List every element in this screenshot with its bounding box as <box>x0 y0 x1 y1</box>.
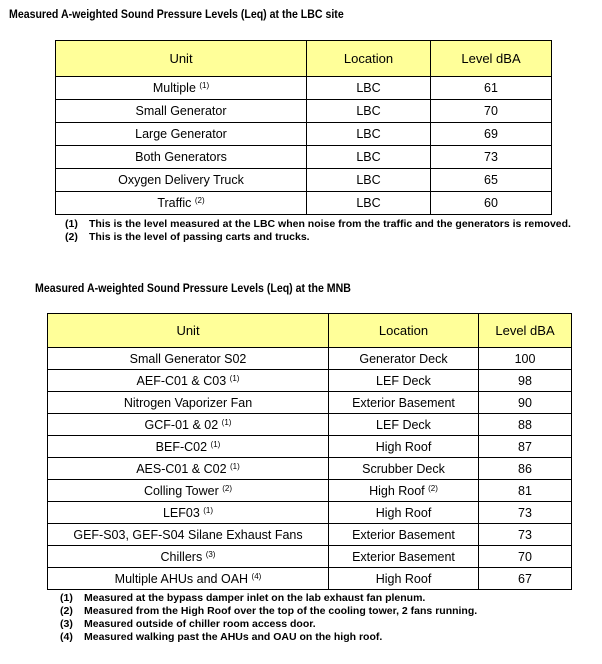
location-cell-text: Exterior Basement <box>352 549 455 564</box>
unit-cell-text: Chillers <box>160 549 203 564</box>
location-cell-text: LEF Deck <box>376 373 431 388</box>
unit-cell <box>48 370 329 392</box>
level-cell-text: 81 <box>518 483 532 498</box>
header-location: Location <box>307 41 431 77</box>
level-cell-text: 67 <box>518 571 532 586</box>
unit-cell-text: BEF-C02 <box>155 439 208 454</box>
footnote-item <box>60 618 477 631</box>
footnote-number: (1) <box>60 592 73 604</box>
unit-cell <box>48 392 329 414</box>
location-cell <box>329 436 479 458</box>
footnote-text: Measured outside of chiller room access door. <box>84 618 316 630</box>
level-cell-text: 70 <box>484 104 498 118</box>
header-unit: Unit <box>56 41 307 77</box>
unit-cell-text: Nitrogen Vaporizer Fan <box>123 395 253 410</box>
location-cell <box>329 568 479 590</box>
table1-title: Measured A-weighted Sound Pressure Levels (Leq) at the LBC site <box>9 9 344 21</box>
unit-cell-text: Traffic <box>157 196 192 210</box>
level-cell-text: 90 <box>518 395 532 410</box>
location-cell-text: LBC <box>356 127 381 141</box>
unit-cell <box>48 414 329 436</box>
level-cell <box>479 524 572 546</box>
level-cell <box>431 100 552 123</box>
table-row <box>48 568 572 590</box>
footnote-text: Measured at the bypass damper inlet on the lab exhaust fan plenum. <box>84 592 426 604</box>
unit-cell-text: GCF-01 & 02 <box>144 417 219 432</box>
location-cell-text: High Roof <box>375 439 432 454</box>
table-header-row <box>56 41 552 77</box>
level-cell-text: 73 <box>518 505 532 520</box>
location-cell <box>307 123 431 146</box>
level-cell <box>479 502 572 524</box>
level-cell-text: 60 <box>484 196 498 210</box>
location-cell-text: LBC <box>356 150 381 164</box>
footnote-item <box>60 592 477 605</box>
table2-footnotes <box>60 592 477 644</box>
location-cell <box>329 546 479 568</box>
table-header-row <box>48 314 572 348</box>
unit-cell <box>48 546 329 568</box>
lbc-sound-levels-table <box>55 40 552 215</box>
table-row <box>56 123 552 146</box>
level-cell <box>431 77 552 100</box>
unit-cell <box>56 100 307 123</box>
unit-cell-text: Oxygen Delivery Truck <box>118 173 244 187</box>
table-row <box>48 392 572 414</box>
table1-footnotes <box>65 218 571 244</box>
unit-cell-text: GEF-S03, GEF-S04 Silane Exhaust Fans <box>73 527 303 542</box>
location-cell <box>329 370 479 392</box>
unit-cell <box>48 568 329 590</box>
location-cell-text: LBC <box>356 104 381 118</box>
location-cell-text: LBC <box>356 81 381 95</box>
footnote-number: (3) <box>60 618 73 630</box>
location-cell-text: Exterior Basement <box>352 395 455 410</box>
unit-cell-text: Small Generator <box>135 104 227 118</box>
level-cell-text: 65 <box>484 173 498 187</box>
level-cell <box>479 458 572 480</box>
footnote-ref: (2) <box>222 483 233 493</box>
location-cell <box>329 524 479 546</box>
header-location: Location <box>329 314 479 348</box>
unit-cell <box>56 169 307 192</box>
unit-cell-text: AEF-C01 & C03 <box>136 373 227 388</box>
location-cell <box>307 100 431 123</box>
level-cell <box>479 546 572 568</box>
location-cell <box>307 169 431 192</box>
level-cell-text: 100 <box>514 351 536 366</box>
location-cell-text: Generator Deck <box>359 351 448 366</box>
location-cell-text: High Roof <box>375 505 432 520</box>
level-cell <box>479 392 572 414</box>
location-cell-text: Scrubber Deck <box>362 461 445 476</box>
level-cell <box>431 169 552 192</box>
footnote-number: (4) <box>60 631 73 643</box>
unit-cell-text: Both Generators <box>135 150 227 164</box>
location-cell <box>329 502 479 524</box>
level-cell-text: 87 <box>518 439 532 454</box>
unit-cell <box>56 77 307 100</box>
unit-cell <box>48 436 329 458</box>
footnote-text: This is the level of passing carts and trucks. <box>89 231 310 243</box>
footnote-ref: (2) <box>428 483 438 493</box>
unit-cell-text: Small Generator S02 <box>129 351 247 366</box>
table-row <box>48 502 572 524</box>
footnote-ref: (1) <box>221 417 232 427</box>
table-row <box>48 546 572 568</box>
unit-cell <box>48 348 329 370</box>
footnote-ref: (1) <box>203 505 214 515</box>
footnote-ref: (2) <box>194 196 205 205</box>
level-cell-text: 88 <box>518 417 532 432</box>
footnote-item <box>65 231 571 244</box>
level-cell <box>431 123 552 146</box>
table-row <box>56 100 552 123</box>
location-cell <box>329 458 479 480</box>
location-cell-text: LBC <box>356 173 381 187</box>
location-cell-text: High Roof <box>375 571 432 586</box>
footnote-ref: (1) <box>199 81 210 90</box>
location-cell <box>307 77 431 100</box>
level-cell <box>479 436 572 458</box>
level-cell-text: 61 <box>484 81 498 95</box>
unit-cell-text: AES-C01 & C02 <box>136 461 227 476</box>
footnote-item <box>60 631 477 644</box>
footnote-ref: (1) <box>230 461 240 471</box>
header-level-dba: Level dBA <box>431 41 552 77</box>
table-row <box>48 348 572 370</box>
level-cell-text: 70 <box>518 549 532 564</box>
level-cell-text: 86 <box>518 461 532 476</box>
location-cell-text: High Roof <box>369 483 425 498</box>
table2-title: Measured A-weighted Sound Pressure Levels (Leq) at the MNB <box>35 283 351 295</box>
unit-cell-text: Multiple <box>152 81 196 95</box>
unit-cell-text: Colling Tower <box>143 483 219 498</box>
unit-cell-text: Large Generator <box>135 127 227 141</box>
unit-cell-text: LEF03 <box>162 505 200 520</box>
table-row <box>48 458 572 480</box>
location-cell <box>329 480 479 502</box>
footnote-text: Measured walking past the AHUs and OAU on the high roof. <box>84 631 383 643</box>
table-row <box>48 480 572 502</box>
location-cell <box>329 348 479 370</box>
unit-cell <box>48 502 329 524</box>
footnote-ref: (3) <box>205 549 216 559</box>
unit-cell <box>56 192 307 215</box>
table-row <box>48 524 572 546</box>
unit-cell <box>48 524 329 546</box>
location-cell <box>307 192 431 215</box>
unit-cell <box>48 480 329 502</box>
level-cell-text: 98 <box>518 373 532 388</box>
table-row <box>56 192 552 215</box>
header-level-dba: Level dBA <box>479 314 572 348</box>
footnote-text: Measured from the High Roof over the top of the cooling tower, 2 fans running. <box>84 605 478 617</box>
level-cell <box>431 146 552 169</box>
unit-cell-text: Multiple AHUs and OAH <box>114 571 249 586</box>
footnote-number: (2) <box>60 605 73 617</box>
footnote-ref: (4) <box>251 571 262 581</box>
level-cell-text: 73 <box>518 527 532 542</box>
level-cell-text: 73 <box>484 150 498 164</box>
level-cell <box>431 192 552 215</box>
footnote-ref: (1) <box>210 439 221 449</box>
level-cell <box>479 414 572 436</box>
level-cell-text: 69 <box>484 127 498 141</box>
location-cell-text: LEF Deck <box>376 417 431 432</box>
unit-cell <box>56 123 307 146</box>
table-row <box>56 169 552 192</box>
table-row <box>56 77 552 100</box>
footnote-item <box>60 605 477 618</box>
table-row <box>48 370 572 392</box>
level-cell <box>479 480 572 502</box>
location-cell <box>329 392 479 414</box>
footnote-number: (2) <box>65 231 78 243</box>
table-row <box>56 146 552 169</box>
footnote-item <box>65 218 571 231</box>
footnote-ref: (1) <box>229 373 240 383</box>
table-row <box>48 436 572 458</box>
level-cell <box>479 568 572 590</box>
location-cell-text: Exterior Basement <box>352 527 455 542</box>
location-cell-text: LBC <box>356 196 381 210</box>
table-row <box>48 414 572 436</box>
unit-cell <box>48 458 329 480</box>
footnote-text: This is the level measured at the LBC when noise from the traffic and the generators is removed. <box>89 218 571 230</box>
unit-cell <box>56 146 307 169</box>
level-cell <box>479 370 572 392</box>
location-cell <box>307 146 431 169</box>
header-unit: Unit <box>48 314 329 348</box>
level-cell <box>479 348 572 370</box>
footnote-number: (1) <box>65 218 78 230</box>
mnb-sound-levels-table <box>47 313 572 590</box>
location-cell <box>329 414 479 436</box>
